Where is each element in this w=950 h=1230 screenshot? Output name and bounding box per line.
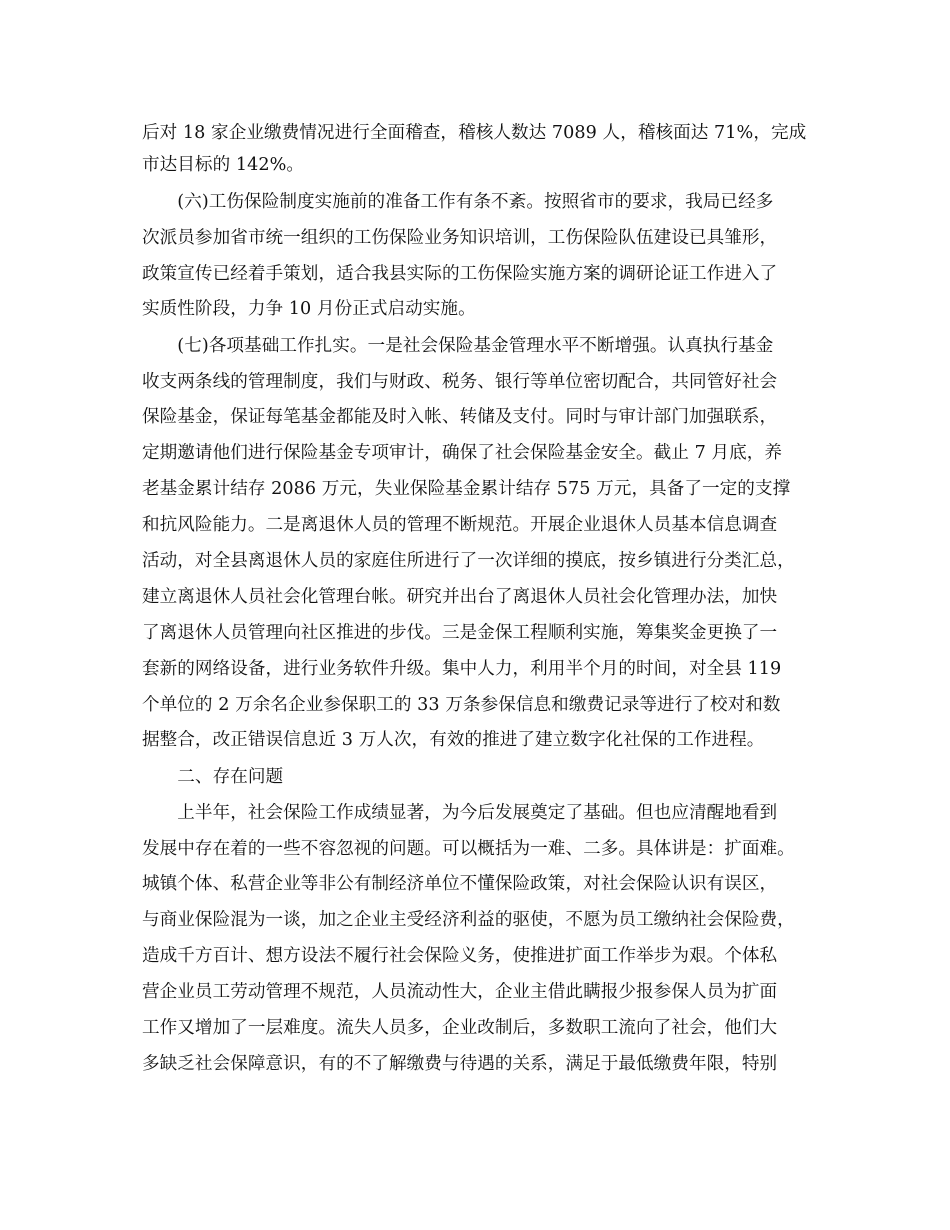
text-line: 城镇个体、私营企业等非公有制经济单位不懂保险政策，对社会保险认识有误区， (142, 874, 778, 894)
text-line: 实质性阶段，力争 10 月份正式启动实施。 (142, 299, 476, 319)
text-line: 后对 18 家企业缴费情况进行全面稽查，稽核人数达 7089 人，稽核面达 71%，完成 (142, 123, 807, 143)
text-line: 市达目标的 142%。 (142, 155, 305, 175)
text-line: 套新的网络设备，进行业务软件升级。集中人力，利用半个月的时间，对全县 119 (142, 659, 782, 679)
text-line: 保险基金，保证每笔基金都能及时入帐、转储及支付。同时与审计部门加强联系， (142, 407, 778, 427)
text-line: 据整合，改正错误信息近 3 万人次，有效的推进了建立数字化社保的工作进程。 (142, 730, 765, 750)
text-line: 多缺乏社会保障意识，有的不了解缴费与待遇的关系，满足于最低缴费年限，特别 (142, 1054, 778, 1074)
text-line: 政策宣传已经着手策划，适合我县实际的工伤保险实施方案的调研论证工作进入了 (142, 264, 778, 284)
text-line: (六)工伤保险制度实施前的准备工作有条不紊。按照省市的要求，我局已经多 (142, 192, 774, 212)
text-line: (七)各项基础工作扎实。一是社会保险基金管理水平不断增强。认真执行基金 (142, 336, 774, 356)
text-line: 活动，对全县离退休人员的家庭住所进行了一次详细的摸底，按乡镇进行分类汇总， (142, 551, 795, 571)
section-heading: 二、存在问题 (142, 767, 284, 787)
text-line: 工作又增加了一层难度。流失人员多，企业改制后，多数职工流向了社会，他们大 (142, 1018, 778, 1038)
text-line: 上半年，社会保险工作成绩显著，为今后发展奠定了基础。但也应清醒地看到 (142, 803, 778, 823)
text-line: 造成千方百计、想方设法不履行社会保险义务，使推进扩面工作举步为艰。个体私 (142, 946, 778, 966)
text-line: 建立离退休人员社会化管理台帐。研究并出台了离退休人员社会化管理办法，加快 (142, 587, 778, 607)
text-line: 和抗风险能力。二是离退休人员的管理不断规范。开展企业退休人员基本信息调查 (142, 515, 778, 535)
text-line: 个单位的 2 万余名企业参保职工的 33 万条参保信息和缴费记录等进行了校对和数 (142, 695, 781, 715)
text-line: 定期邀请他们进行保险基金专项审计，确保了社会保险基金安全。截止 7 月底，养 (142, 443, 783, 463)
text-line: 收支两条线的管理制度，我们与财政、税务、银行等单位密切配合，共同管好社会 (142, 372, 778, 392)
text-line: 老基金累计结存 2086 万元，失业保险基金累计结存 575 万元，具备了一定的支撑 (142, 479, 791, 499)
text-line: 发展中存在着的一些不容忽视的问题。可以概括为一难、二多。具体讲是：扩面难。 (142, 839, 795, 859)
text-line: 营企业员工劳动管理不规范，人员流动性大，企业主借此瞒报少报参保人员为扩面 (142, 982, 778, 1002)
text-line: 与商业保险混为一谈，加之企业主受经济利益的驱使，不愿为员工缴纳社会保险费， (142, 910, 795, 930)
text-line: 次派员参加省市统一组织的工伤保险业务知识培训，工伤保险队伍建设已具雏形， (142, 228, 778, 248)
text-line: 了离退休人员管理向社区推进的步伐。三是金保工程顺利实施，筹集奖金更换了一 (142, 623, 778, 643)
